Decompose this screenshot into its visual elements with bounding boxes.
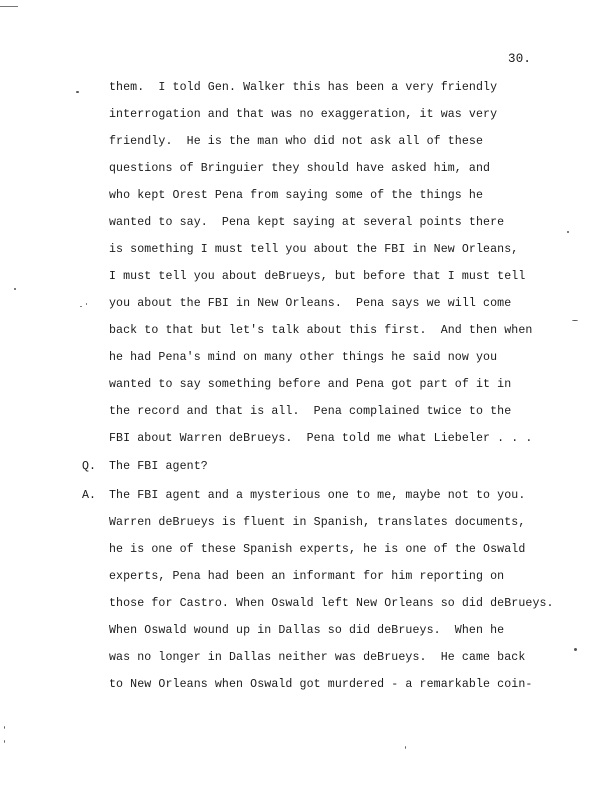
transcript-line: FBI about Warren deBrueys. Pena told me what Liebeler . . . — [109, 432, 533, 445]
answer-line: Warren deBrueys is fluent in Spanish, translates documents, — [109, 516, 526, 529]
answer-line: experts, Pena had been an informant for him reporting on — [109, 570, 505, 583]
answer-line: to New Orleans when Oswald got murdered - a remarkable coin- — [109, 678, 533, 691]
transcript-line: he had Pena's mind on many other things he said now you — [109, 351, 498, 364]
scan-speck — [76, 91, 79, 93]
transcript-line: is something I must tell you about the FBI in New Orleans, — [109, 243, 519, 256]
transcript-line: friendly. He is the man who did not ask all of these — [109, 135, 484, 148]
scan-speck — [14, 288, 16, 290]
transcript-line: interrogation and that was no exaggeration, it was very — [109, 108, 498, 121]
scan-speck — [574, 648, 577, 651]
scan-speck — [4, 740, 5, 743]
scan-speck — [80, 306, 82, 307]
transcript-line: questions of Bringuier they should have asked him, and — [109, 162, 491, 175]
scan-speck — [405, 746, 406, 749]
page-number: 30. — [508, 52, 532, 66]
answer-line: When Oswald wound up in Dallas so did deBrueys. When he — [109, 624, 505, 637]
transcript-line: you about the FBI in New Orleans. Pena says we will come — [109, 297, 512, 310]
scan-speck — [4, 726, 5, 729]
question-line: The FBI agent? — [109, 460, 208, 473]
transcript-line: wanted to say something before and Pena got part of it in — [109, 378, 512, 391]
transcript-line: wanted to say. Pena kept saying at several points there — [109, 216, 505, 229]
question-marker: Q. — [82, 460, 96, 473]
scan-edge-mark — [0, 6, 18, 7]
transcript-line: back to that but let's talk about this first. And then when — [109, 324, 533, 337]
transcript-line: who kept Orest Pena from saying some of the things he — [109, 189, 484, 202]
scan-speck — [572, 320, 578, 321]
scan-speck — [86, 303, 87, 305]
answer-line: those for Castro. When Oswald left New Orleans so did deBrueys. — [109, 597, 554, 610]
transcript-line: them. I told Gen. Walker this has been a very friendly — [109, 81, 498, 94]
answer-line: he is one of these Spanish experts, he is one of the Oswald — [109, 543, 526, 556]
answer-line: was no longer in Dallas neither was deBrueys. He came back — [109, 651, 526, 664]
answer-line: The FBI agent and a mysterious one to me, maybe not to you. — [109, 489, 526, 502]
transcript-line: the record and that is all. Pena complained twice to the — [109, 405, 512, 418]
scan-speck — [567, 231, 569, 233]
transcript-line: I must tell you about deBrueys, but before that I must tell — [109, 270, 526, 283]
answer-marker: A. — [82, 489, 96, 502]
